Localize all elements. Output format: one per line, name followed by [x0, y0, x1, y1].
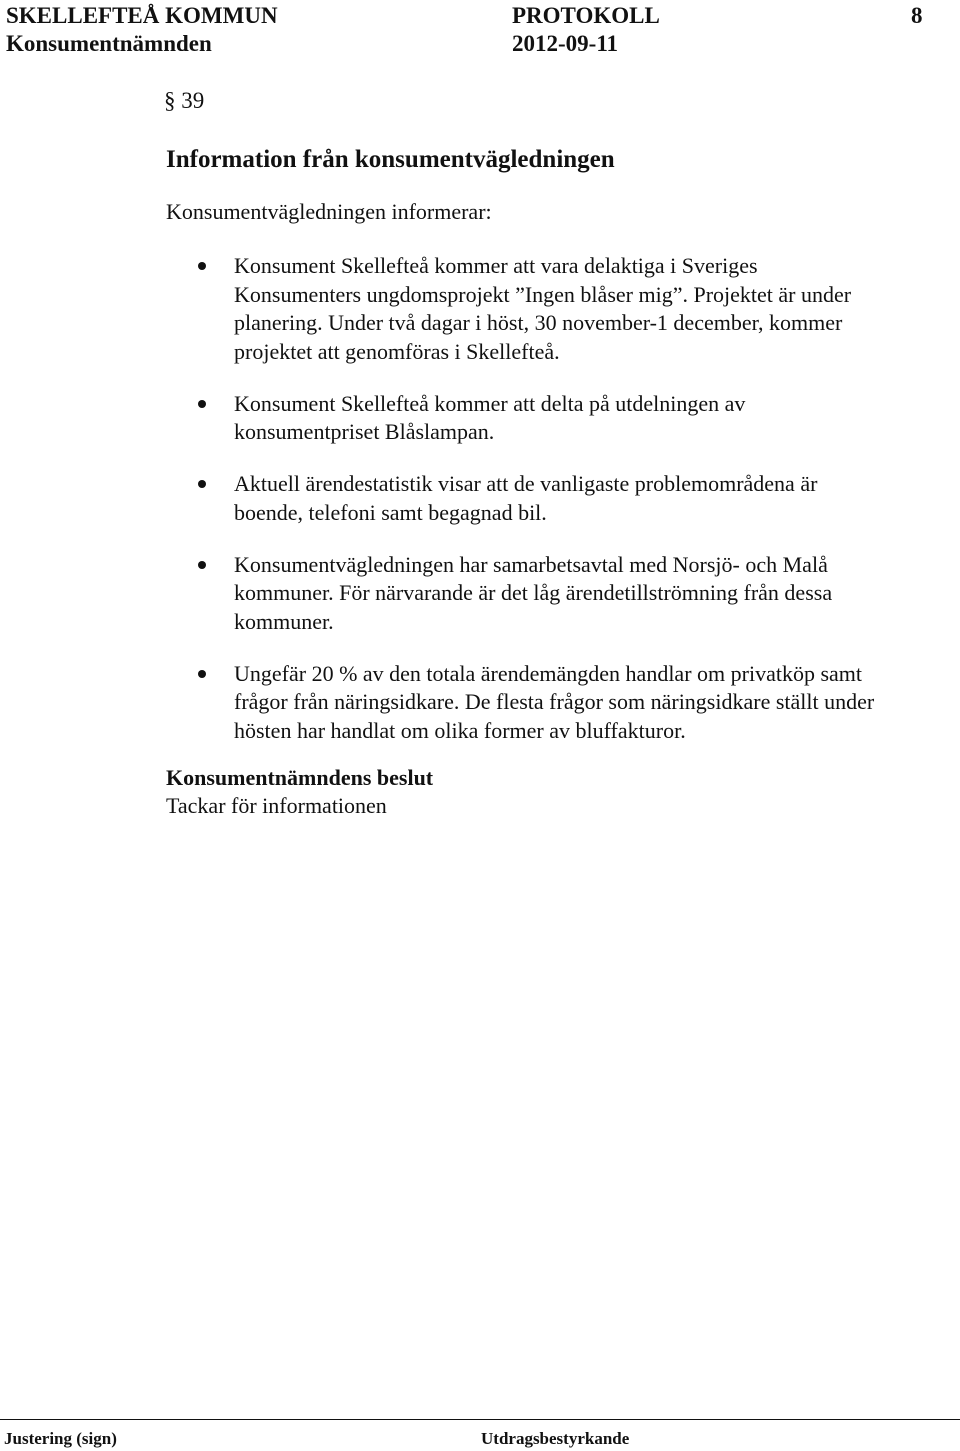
- header-page-number: 8: [911, 3, 923, 28]
- footer-utdragsbestyrkande-label: Utdragsbestyrkande: [481, 1429, 630, 1448]
- bullet-icon: [198, 670, 206, 678]
- footer-divider: [0, 1419, 960, 1420]
- bullet-item: [0, 252, 959, 366]
- bullet-icon: [198, 262, 206, 270]
- bullet-line: Konsumentvägledningen har samarbetsavtal med Norsjö- och Malå: [234, 551, 828, 577]
- bullet-item: [0, 470, 959, 527]
- bullet-line: konsumentpriset Blåslampan.: [234, 419, 495, 444]
- bullet-item: [0, 551, 959, 637]
- bullet-line: frågor från näringsidkare. De flesta frågor som näringsidkare ställt under: [234, 689, 875, 714]
- information-bullet-list: [0, 252, 960, 769]
- header-document-type: PROTOKOLL: [512, 3, 660, 28]
- bullet-line: projektet att genomföras i Skellefteå.: [234, 338, 560, 364]
- section-number: § 39: [164, 88, 205, 113]
- bullet-line: Aktuell ärendestatistik visar att de vanligaste problemområdena är: [234, 471, 818, 496]
- decision-heading: Konsumentnämndens beslut: [166, 765, 434, 790]
- bullet-icon: [198, 561, 206, 569]
- bullet-line: hösten har handlat om olika former av bluffakturor.: [234, 717, 686, 743]
- section-title: Information från konsumentvägledningen: [166, 146, 615, 173]
- bullet-line: Konsument Skellefteå kommer att delta på utdelningen av: [234, 390, 746, 416]
- bullet-line: Konsumenters ungdomsprojekt ”Ingen blåser mig”. Projektet är under: [234, 281, 852, 307]
- bullet-line: kommuner.: [234, 608, 334, 634]
- header-date: 2012-09-11: [512, 31, 619, 56]
- bullet-line: boende, telefoni samt begagnad bil.: [234, 499, 547, 525]
- bullet-line: Ungefär 20 % av den totala ärendemängden handlar om privatköp samt: [234, 660, 862, 686]
- bullet-line: planering. Under två dagar i höst, 30 november-1 december, kommer: [234, 310, 843, 335]
- bullet-item: [0, 390, 959, 447]
- section-intro: Konsumentvägledningen informerar:: [166, 199, 492, 224]
- bullet-line: kommuner. För närvarande är det låg ärendetillströmning från dessa: [234, 580, 833, 605]
- bullet-line: Konsument Skellefteå kommer att vara delaktiga i Sveriges: [234, 253, 758, 278]
- bullet-icon: [198, 480, 206, 488]
- bullet-item: [0, 660, 959, 746]
- header-committee: Konsumentnämnden: [6, 31, 212, 56]
- decision-text: Tackar för informationen: [166, 793, 387, 818]
- bullet-icon: [198, 400, 206, 408]
- header-municipality: SKELLEFTEÅ KOMMUN: [6, 3, 278, 28]
- footer-justering-label: Justering (sign): [4, 1429, 117, 1448]
